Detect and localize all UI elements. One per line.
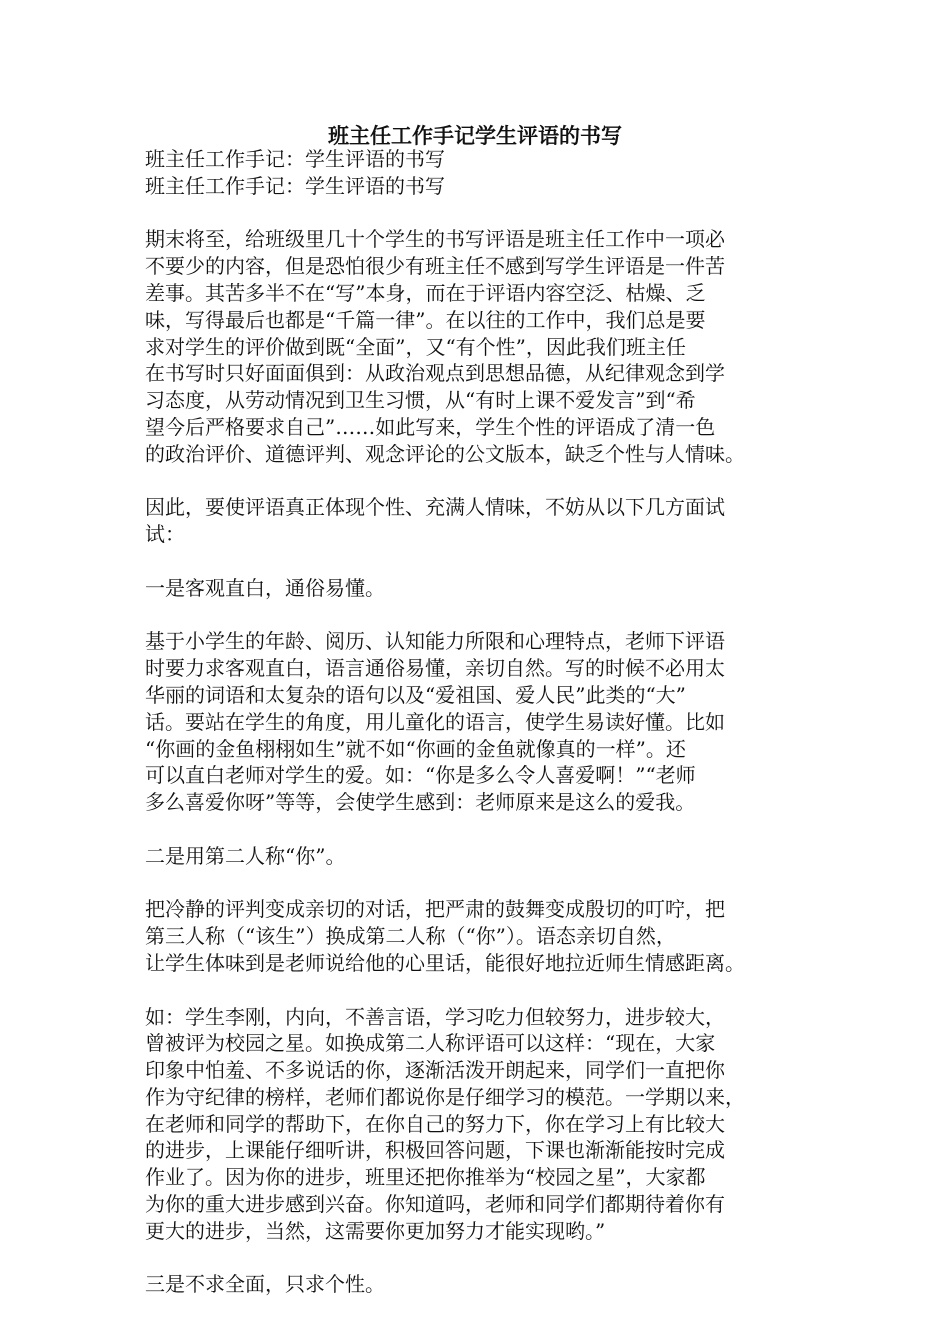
text-line: 习态度，从劳动情况到卫生习惯，从“有时上课不爱发言”到“希 bbox=[145, 388, 696, 413]
text-line: 试： bbox=[145, 522, 185, 547]
text-line: 印象中怕羞、不多说话的你，逐渐活泼开朗起来，同学们一直把你 bbox=[145, 1058, 725, 1083]
text-line: 时要力求客观直白，语言通俗易懂，亲切自然。写的时候不必用太 bbox=[145, 656, 725, 681]
text-line: 第三人称（“该生”）换成第二人称（“你”）。语态亲切自然， bbox=[145, 924, 676, 949]
text-line: 求对学生的评价做到既“全面”，又“有个性”，因此我们班主任 bbox=[145, 334, 686, 359]
text-line: 望今后严格要求自己”……如此写来，学生个性的评语成了清一色 bbox=[145, 414, 716, 439]
text-line: 话。要站在学生的角度，用儿童化的语言，使学生易读好懂。比如 bbox=[145, 709, 725, 734]
text-line: 不要少的内容，但是恐怕很少有班主任不感到写学生评语是一件苦 bbox=[145, 254, 725, 279]
text-line: 的进步，上课能仔细听讲，积极回答问题，下课也渐渐能按时完成 bbox=[145, 1138, 725, 1163]
document-title: 班主任工作手记学生评语的书写 bbox=[328, 123, 622, 148]
paragraph bbox=[145, 843, 805, 870]
text-line: 为你的重大进步感到兴奋。你知道吗，老师和同学们都期待着你有 bbox=[145, 1192, 725, 1217]
text-line: 在老师和同学的帮助下，在你自己的努力下，你在学习上有比较大 bbox=[145, 1111, 725, 1136]
paragraph bbox=[145, 575, 805, 602]
text-line: 的政治评价、道德评判、观念评论的公文版本，缺乏个性与人情味。 bbox=[145, 441, 745, 466]
text-line: 更大的进步，当然，这需要你更加努力才能实现哟。” bbox=[145, 1218, 606, 1243]
document-body bbox=[145, 146, 805, 1325]
text-line: 把冷静的评判变成亲切的对话，把严肃的鼓舞变成殷切的叮咛，把 bbox=[145, 897, 725, 922]
text-line: 因此，要使评语真正体现个性、充满人情味，不妨从以下几方面试 bbox=[145, 495, 725, 520]
text-line: 如：学生李刚，内向，不善言语，学习吃力但较努力，进步较大， bbox=[145, 1004, 725, 1029]
text-line: 作为守纪律的榜样，老师们都说你是仔细学习的模范。一学期以来， bbox=[145, 1084, 745, 1109]
paragraph bbox=[145, 628, 805, 816]
text-line: 让学生体味到是老师说给他的心里话，能很好地拉近师生情感距离。 bbox=[145, 950, 745, 975]
text-line: 一是客观直白，通俗易懂。 bbox=[145, 575, 385, 600]
text-line: 多么喜爱你呀”等等，会使学生感到：老师原来是这么的爱我。 bbox=[145, 790, 696, 815]
text-line: 曾被评为校园之星。如换成第二人称评语可以这样：“现在，大家 bbox=[145, 1031, 716, 1056]
text-line: 差事。其苦多半不在“写”本身，而在于评语内容空泛、枯燥、乏 bbox=[145, 280, 706, 305]
text-line: 在书写时只好面面俱到：从政治观点到思想品德，从纪律观念到学 bbox=[145, 361, 725, 386]
text-line: 二是用第二人称“你”。 bbox=[145, 843, 346, 868]
paragraph bbox=[145, 1004, 805, 1245]
paragraph bbox=[145, 896, 805, 976]
paragraph bbox=[145, 1271, 805, 1298]
text-line: 基于小学生的年龄、阅历、认知能力所限和心理特点，老师下评语 bbox=[145, 629, 725, 654]
text-line: 作业了。因为你的进步，班里还把你推举为“校园之星”，大家都 bbox=[145, 1165, 706, 1190]
text-line: “你画的金鱼栩栩如生”就不如“你画的金鱼就像真的一样”。还 bbox=[145, 736, 686, 761]
text-line: 期末将至，给班级里几十个学生的书写评语是班主任工作中一项必 bbox=[145, 227, 725, 252]
text-line: 可以直白老师对学生的爱。如：“你是多么令人喜爱啊！”“老师 bbox=[145, 763, 696, 788]
text-line: 华丽的词语和太复杂的语句以及“爱祖国、爱人民”此类的“大” bbox=[145, 682, 686, 707]
paragraph bbox=[145, 494, 805, 548]
paragraph-list bbox=[145, 226, 805, 1298]
text-line: 味，写得最后也都是“千篇一律”。在以往的工作中，我们总是要 bbox=[145, 307, 706, 332]
subtitle-line: 班主任工作手记：学生评语的书写 bbox=[145, 147, 445, 171]
paragraph bbox=[145, 226, 805, 467]
text-line: 三是不求全面，只求个性。 bbox=[145, 1272, 385, 1297]
subtitle-line: 班主任工作手记：学生评语的书写 bbox=[145, 173, 445, 198]
